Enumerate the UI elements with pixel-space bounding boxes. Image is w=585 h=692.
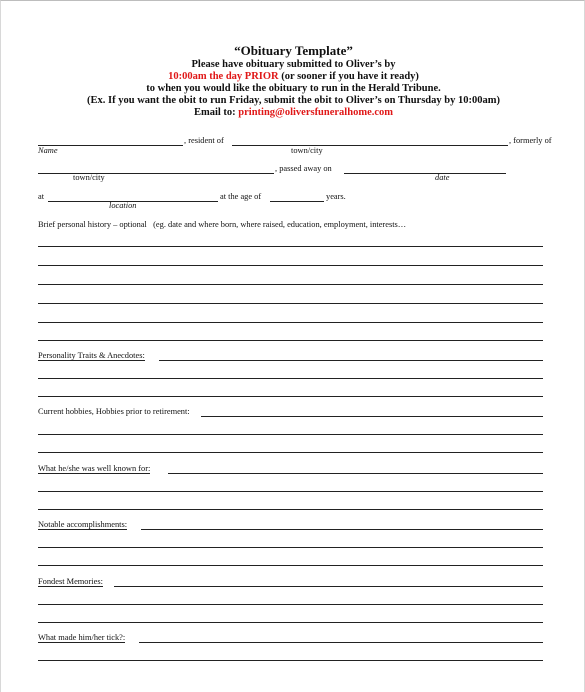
hobbies-label: Current hobbies, Hobbies prior to retirement: (38, 407, 190, 416)
example-instruction: (Ex. If you want the obit to run Friday, submit the obit to Oliver’s on Thursday by 10:00am) (87, 95, 500, 106)
tick-line[interactable] (139, 642, 543, 643)
location-caption: location (109, 201, 137, 210)
deadline-note: (or sooner if you have it ready) (278, 71, 419, 82)
hobbies-line[interactable] (38, 434, 543, 435)
traits-line[interactable] (38, 378, 543, 379)
known-for-line[interactable] (168, 473, 543, 474)
submit-instruction: Please have obituary submitted to Oliver’s by (191, 59, 396, 70)
known-for-label: What he/she was well known for: (38, 464, 151, 473)
deadline-text: 10:00am the day PRIOR (168, 71, 279, 82)
memories-line[interactable] (38, 604, 543, 605)
known-for-line[interactable] (38, 491, 543, 492)
memories-label: Fondest Memories: (38, 577, 103, 586)
formerly-of-label: , formerly of (509, 136, 552, 145)
history-line[interactable] (38, 303, 543, 304)
tick-label: What made him/her tick?: (38, 633, 126, 642)
accomplishments-line[interactable] (38, 547, 543, 548)
template-title: “Obituary Template” (234, 43, 353, 58)
residence-town-field[interactable] (232, 145, 508, 146)
history-hint: (eg. date and where born, where raised, education, employment, interests… (153, 220, 407, 229)
hobbies-line[interactable] (38, 452, 543, 453)
hobbies-line[interactable] (201, 416, 543, 417)
town-city-caption-1: town/city (291, 146, 323, 155)
deadline-line (1, 71, 585, 83)
memories-line[interactable] (38, 622, 543, 623)
years-label: years. (326, 192, 346, 201)
memories-line[interactable] (114, 586, 543, 587)
traits-label: Personality Traits & Anecdotes: (38, 351, 145, 360)
date-of-death-field[interactable] (344, 173, 506, 174)
history-line[interactable] (38, 322, 543, 323)
passed-away-on-label: , passed away on (275, 164, 332, 173)
email-line (1, 107, 585, 119)
history-line[interactable] (38, 246, 543, 247)
accomplishments-line[interactable] (141, 529, 543, 530)
history-line[interactable] (38, 340, 543, 341)
email-label: Email to: (193, 107, 239, 118)
traits-line[interactable] (38, 396, 543, 397)
accomplishments-line[interactable] (38, 565, 543, 566)
history-line[interactable] (38, 265, 543, 266)
town-city-caption-2: town/city (73, 173, 105, 182)
name-field[interactable] (38, 145, 183, 146)
at-label: at (38, 192, 45, 201)
history-label: Brief personal history – optional (eg. date and where born, where raised, education, employment, interests… (38, 220, 407, 229)
name-caption: Name (38, 146, 58, 155)
run-instruction: to when you would like the obituary to run in the Herald Tribune. (146, 83, 441, 94)
accomplishments-label: Notable accomplishments: (38, 520, 128, 529)
age-field[interactable] (270, 201, 324, 202)
traits-line[interactable] (159, 360, 543, 361)
resident-of-label: , resident of (184, 136, 224, 145)
date-caption: date (435, 173, 450, 182)
known-for-line[interactable] (38, 509, 543, 510)
email-address-link[interactable]: printing@oliversfuneralhome.com (238, 107, 394, 118)
tick-line[interactable] (38, 660, 543, 661)
history-line[interactable] (38, 284, 543, 285)
age-label: at the age of (220, 192, 262, 201)
